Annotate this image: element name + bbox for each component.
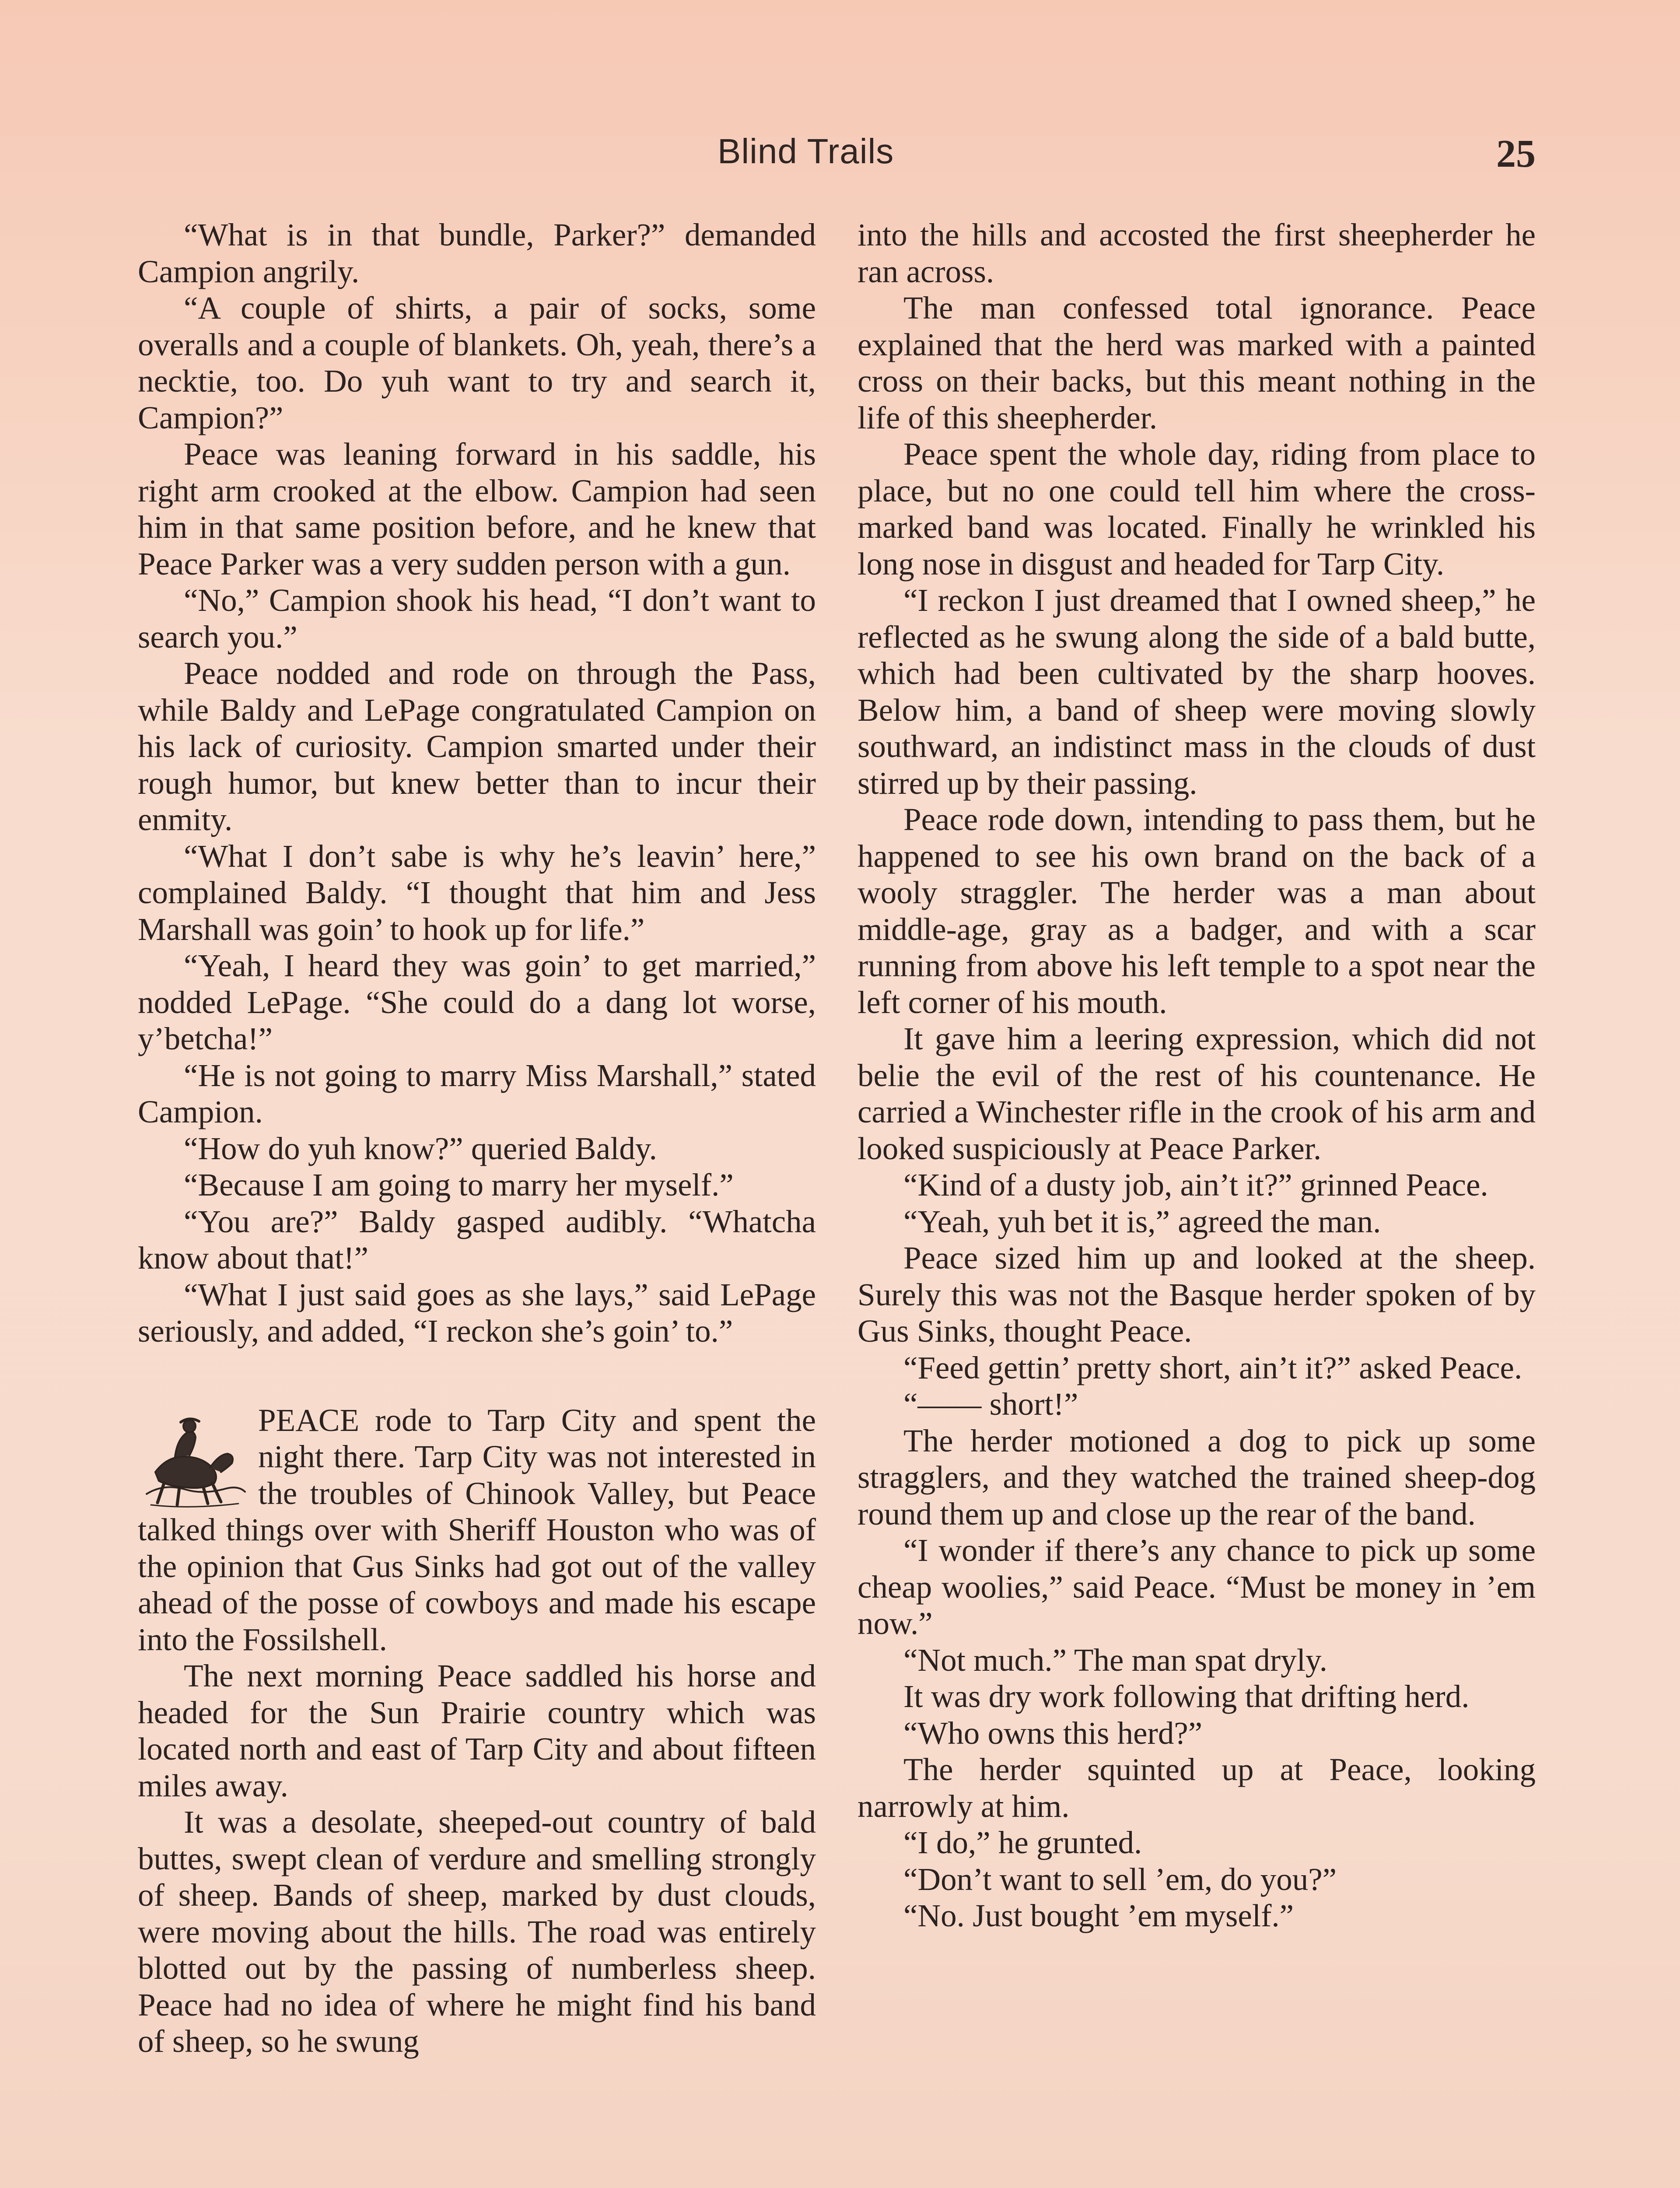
page-number: 25 — [1496, 132, 1536, 175]
paragraph: “No. Just bought ’em myself.” — [903, 1898, 1294, 1933]
paragraph: Peace nodded and rode on through the Pass, while Baldy and LePage congratulated Campion on his lack of curiosity. Campion smarted under their rough humor, but knew better than to incur their enmity. — [138, 656, 816, 837]
paragraph: The herder motioned a dog to pick up some stragglers, and they watched the trained sheep-dog round them up and close up the rear of the band. — [858, 1423, 1536, 1532]
paragraph: “What I don’t sabe is why he’s leavin’ here,” complained Baldy. “I thought that him and Jess Marshall was goin’ to hook up for life.” — [138, 838, 816, 947]
paragraph: Peace was leaning forward in his saddle, his right arm crooked at the elbow. Campion had seen him in that same position before, and he knew that Peace Parker was a very sudden person with a gun. — [138, 436, 816, 582]
paragraph: Peace spent the whole day, riding from place to place, but no one could tell him where the cross-marked band was located. Finally he wrinkled his long nose in disgust and headed for Tarp City. — [858, 436, 1536, 582]
continuation-paragraph: into the hills and accosted the first sheepherder he ran across. — [858, 217, 1536, 289]
paragraph: Peace rode down, intending to pass them, but he happened to see his own brand on the back of a wooly straggler. The herder was a man about middle-age, gray as a badger, and with a scar running from above his left temple to a spot near the left corner of his mouth. — [858, 802, 1536, 1020]
running-title: Blind Trails — [718, 132, 894, 171]
paragraph: The herder squinted up at Peace, looking narrowly at him. — [858, 1752, 1536, 1824]
paragraph: “What is in that bundle, Parker?” demanded Campion angrily. — [138, 217, 816, 289]
paragraph: “Feed gettin’ pretty short, ain’t it?” asked Peace. — [903, 1350, 1522, 1385]
paragraph: “How do yuh know?” queried Baldy. — [184, 1130, 657, 1166]
paragraph: It was a desolate, sheeped-out country of bald buttes, swept clean of verdure and smelling strongly of sheep. Bands of sheep, marked by dust clouds, were moving about the hills. The road was entirely blotted out by the passing of numberless sheep. Peace had no idea of where he might find his band of sheep, so he swung — [138, 1804, 816, 2059]
paragraph: “Because I am going to marry her myself.” — [184, 1167, 734, 1203]
paragraph: “Don’t want to sell ’em, do you?” — [903, 1861, 1337, 1897]
paragraph: The next morning Peace saddled his horse and headed for the Sun Prairie country which was located north and east of Tarp City and about fifteen miles away. — [138, 1658, 816, 1803]
paragraph: “Yeah, I heard they was goin’ to get married,” nodded LePage. “She could do a dang lot worse, y’betcha!” — [138, 948, 816, 1056]
horse-rider-vignette-icon — [138, 1402, 249, 1511]
left-column — [138, 217, 816, 2060]
section-opening-paragraph: PEACE rode to Tarp City and spent the night there. Tarp City was not interested in the troubles of Chinook Valley, but Peace talked things over with Sheriff Houston who was of the opinion that Gus Sinks had got out of the valley ahead of the posse of cowboys and made his escape into the Fossilshell. — [138, 1402, 816, 1657]
paragraph: “I wonder if there’s any chance to pick up some cheap woolies,” said Peace. “Must be money in ’em now.” — [858, 1532, 1536, 1641]
paragraph: The man confessed total ignorance. Peace explained that the herd was marked with a painted cross on their backs, but this meant nothing in the life of this sheepherder. — [858, 290, 1536, 435]
paragraph: “I do,” he grunted. — [903, 1825, 1142, 1860]
paragraph: “—— short!” — [903, 1386, 1078, 1422]
paragraph: “No,” Campion shook his head, “I don’t want to search you.” — [138, 582, 816, 655]
paragraph: “I reckon I just dreamed that I owned sheep,” he reflected as he swung along the side of a bald butte, which had been cultivated by the sharp hooves. Below him, a band of sheep were moving slowly southward, an indistinct mass in the clouds of dust stirred up by their passing. — [858, 582, 1536, 801]
right-column — [858, 217, 1536, 1934]
paragraph: “Who owns this herd?” — [903, 1715, 1203, 1751]
paragraph: “You are?” Baldy gasped audibly. “Whatcha know about that!” — [138, 1203, 816, 1276]
section-break — [138, 1350, 816, 1402]
paragraph: “Yeah, yuh bet it is,” agreed the man. — [903, 1203, 1381, 1239]
paragraph: It gave him a leering expression, which did not belie the evil of the rest of his countenance. He carried a Winchester rifle in the crook of his arm and looked suspiciously at Peace Parker. — [858, 1021, 1536, 1166]
paragraph: “Kind of a dusty job, ain’t it?” grinned Peace. — [903, 1167, 1488, 1203]
paragraph: “He is not going to marry Miss Marshall,” stated Campion. — [138, 1057, 816, 1129]
paragraph: It was dry work following that drifting herd. — [903, 1679, 1470, 1714]
paragraph: “Not much.” The man spat dryly. — [903, 1642, 1328, 1678]
paragraph: “A couple of shirts, a pair of socks, some overalls and a couple of blankets. Oh, yeah, there’s a necktie, too. Do yuh want to try and search it, Campion?” — [138, 290, 816, 435]
paragraph: Peace sized him up and looked at the sheep. Surely this was not the Basque herder spoken of by Gus Sinks, thought Peace. — [858, 1240, 1536, 1349]
paragraph: “What I just said goes as she lays,” said LePage seriously, and added, “I reckon she’s goin’ to.” — [138, 1276, 816, 1349]
page-header — [0, 131, 1680, 179]
